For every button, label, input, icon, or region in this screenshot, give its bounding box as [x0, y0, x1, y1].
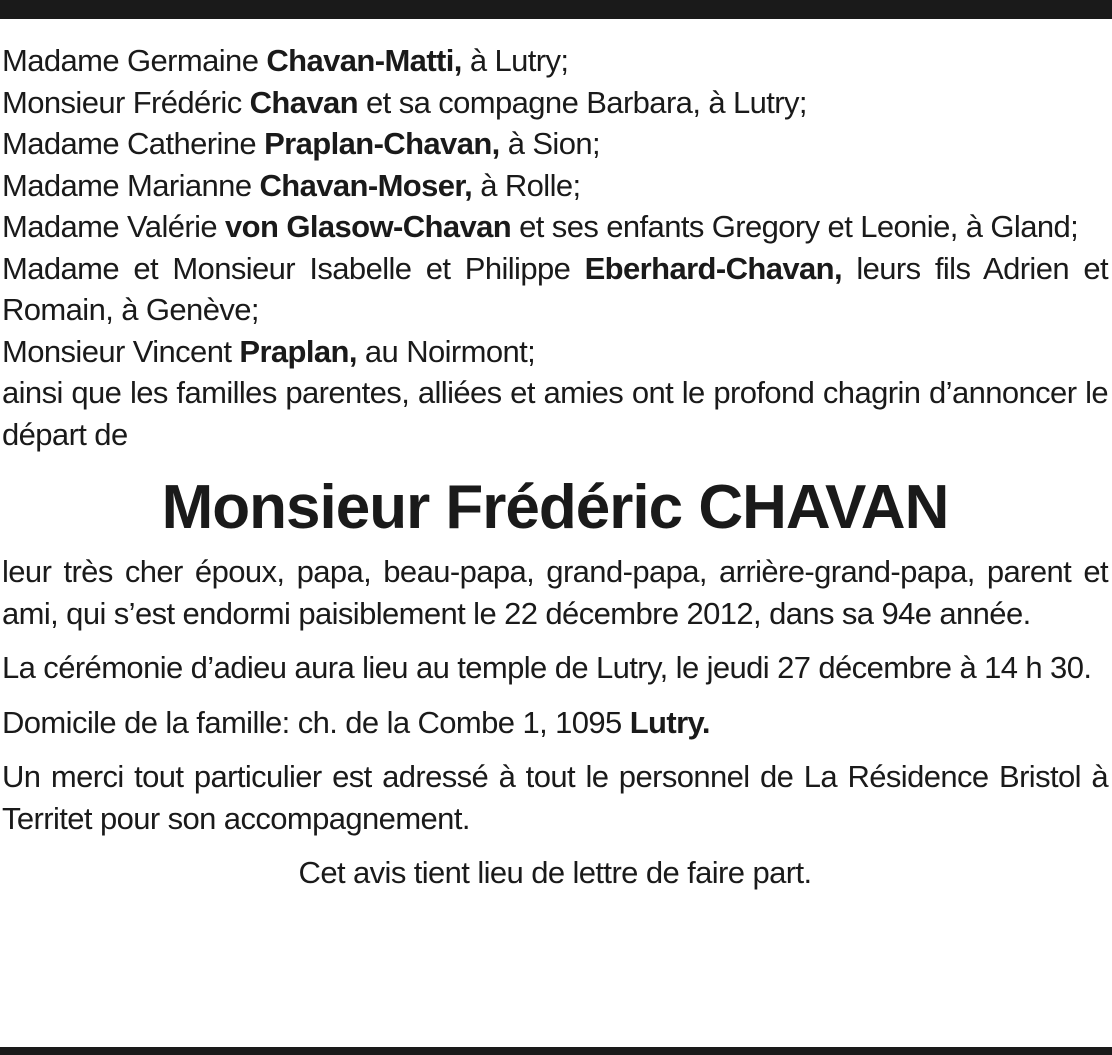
- family-line: Madame Germaine Chavan-Matti, à Lutry;: [2, 43, 569, 78]
- family-line: Madame et Monsieur Isabelle et Philippe Eberhard-Chavan, leurs fils Adrien et Romain, à Genève;: [2, 250, 1108, 327]
- thanks-paragraph: Un merci tout particulier est adressé à tout le personnel de La Résidence Bristol à Territet pour son accompagnement.: [2, 759, 1108, 836]
- top-rule: [0, 0, 1112, 19]
- family-line: Madame Valérie von Glasow-Chavan et ses enfants Gregory et Leonie, à Gland;: [2, 209, 1079, 244]
- closing-note: Cet avis tient lieu de lettre de faire part.: [298, 855, 812, 890]
- bottom-rule: [0, 1047, 1112, 1055]
- family-list: [2, 40, 1108, 455]
- family-line: Madame Marianne Chavan-Moser, à Rolle;: [2, 167, 581, 203]
- deceased-name: Monsieur Frédéric CHAVAN: [161, 473, 949, 542]
- domicile-paragraph: Domicile de la famille: ch. de la Combe 1, 1095 Lutry.: [2, 704, 710, 740]
- tribute-paragraph: leur très cher époux, papa, beau-papa, grand-papa, arrière-grand-papa, parent et ami, qui s’est endormi paisiblement le 22 décembre 2012, dans sa 94e année.: [2, 554, 1108, 631]
- family-line: Monsieur Vincent Praplan, au Noirmont;: [2, 333, 536, 369]
- family-line: Monsieur Frédéric Chavan et sa compagne Barbara, à Lutry;: [2, 84, 807, 120]
- announcement-line: ainsi que les familles parentes, alliées et amies ont le profond chagrin d’annoncer le départ de: [2, 375, 1108, 452]
- notice-body: [2, 40, 1108, 894]
- ceremony-paragraph: La cérémonie d’adieu aura lieu au temple de Lutry, le jeudi 27 décembre à 14 h 30.: [2, 650, 1092, 685]
- family-line: Madame Catherine Praplan-Chavan, à Sion;: [2, 126, 601, 161]
